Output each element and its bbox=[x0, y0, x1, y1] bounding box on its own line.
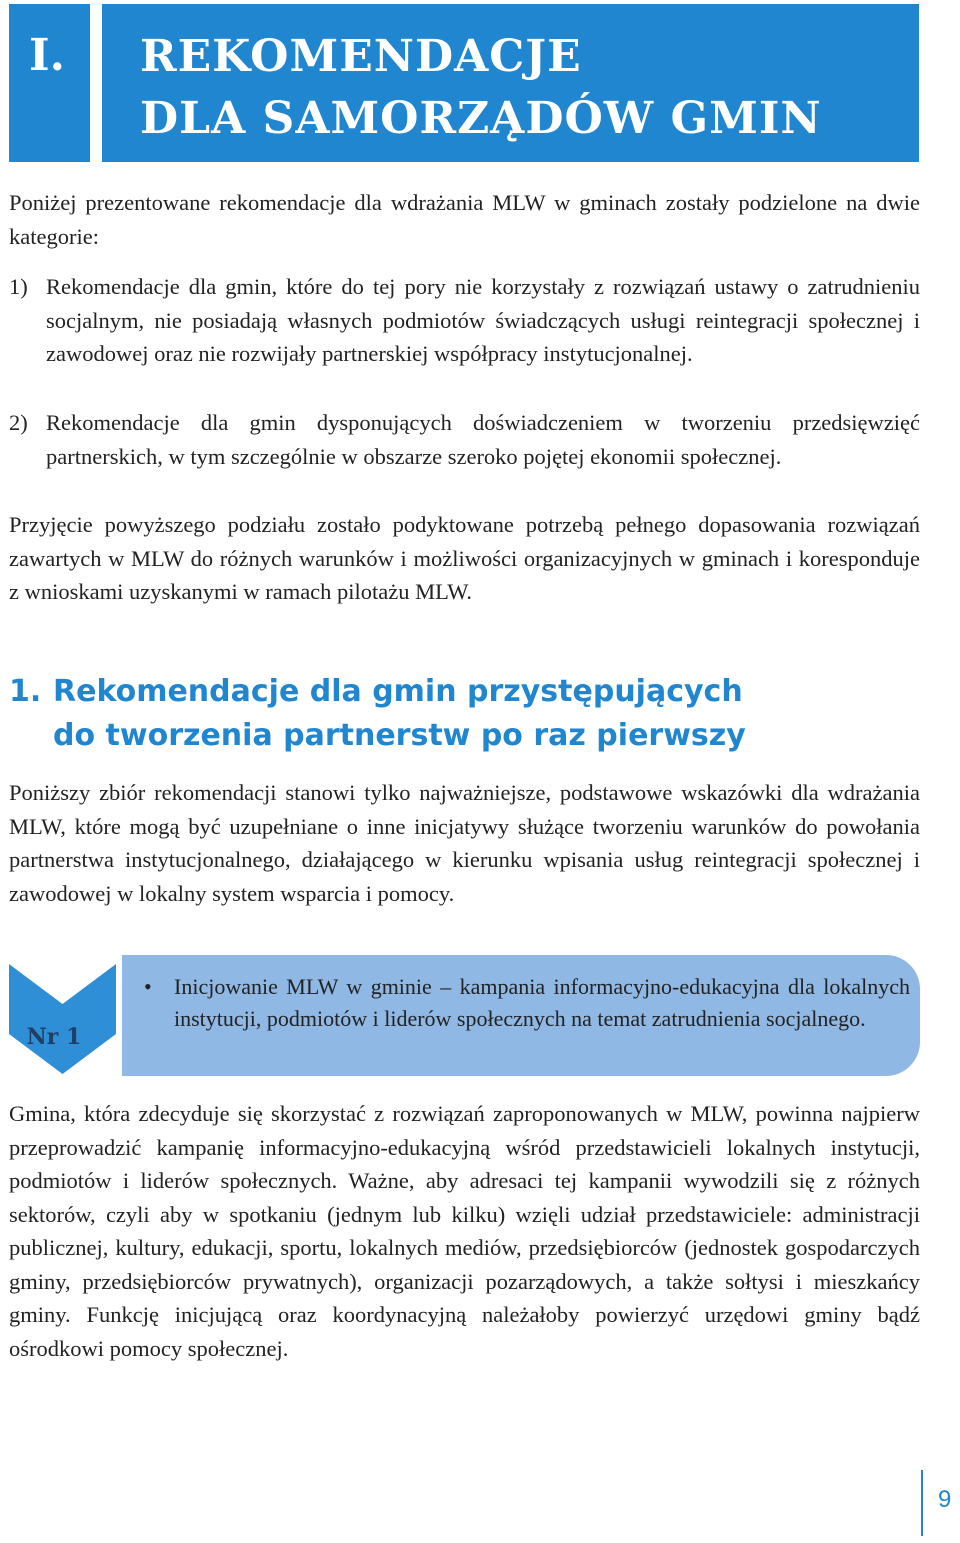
category-item bbox=[9, 270, 920, 371]
bullet-icon: • bbox=[144, 974, 152, 999]
category-item bbox=[9, 406, 920, 473]
chapter-title-line-1: REKOMENDACJE bbox=[140, 31, 582, 82]
recommendation-text: Inicjowanie MLW w gminie – kampania informacyjno-edukacyjna dla lokalnych instytucji, podmiotów i liderów społecznych na temat zatrudnienia socjalnego. bbox=[174, 974, 910, 1031]
recommendation-badge-label: Nr 1 bbox=[26, 1024, 82, 1050]
page-number-rule bbox=[921, 1470, 923, 1536]
section-number: 1. bbox=[9, 674, 42, 709]
section-title-line-1: Rekomendacje dla gmin przystępujących bbox=[53, 674, 743, 709]
chapter-number: I. bbox=[29, 30, 65, 81]
division-paragraph: Przyjęcie powyższego podziału zostało podyktowane potrzebą pełnego dopasowania rozwiązań zawartych w MLW do różnych warunków i możliwości organizacyjnych w gminach i koresponduje z wnioskami uzyskanymi w ramach pilotażu MLW. bbox=[9, 512, 920, 604]
chapter-title-block bbox=[102, 4, 919, 162]
page-number: 9 bbox=[938, 1486, 952, 1513]
category-text: Rekomendacje dla gmin dysponujących doświadczeniem w tworzeniu przedsięwzięć partnerskich, w tym szczególnie w obszarze szeroko pojętej ekonomii społecznej. bbox=[46, 410, 920, 469]
category-number: 1) bbox=[9, 274, 28, 299]
category-number: 2) bbox=[9, 410, 28, 435]
section-title-line-2: do tworzenia partnerstw po raz pierwszy bbox=[53, 718, 746, 753]
section-title bbox=[53, 670, 746, 758]
campaign-paragraph: Gmina, która zdecyduje się skorzystać z rozwiązań zaproponowanych w MLW, powinna najpierw przeprowadzić kampanię informacyjno-edukacyjną wśród przedstawicieli lokalnych instytucji, podmiotów i liderów społecznych. Ważne, aby adresaci tej kampanii wywodzili się z różnych sektorów, czyli aby w spotkaniu (jednym lub kilku) wzięli udział przedstawiciele: administracji publicznej, kultury, edukacji, sportu, lokalnych mediów, przedsiębiorców (jednostek gospodarczych gminy, przedsiębiorców prywatnych), organizacji pozarządowych, a także sołtysi i mieszkańcy gminy. Funkcję inicjującą oraz koordynacyjną należałoby powierzyć urzędowi gminy bądź ośrodkowi pomocy społecznej. bbox=[9, 1101, 920, 1361]
intro-paragraph: Poniżej prezentowane rekomendacje dla wdrażania MLW w gminach zostały podzielone na dwie kategorie: bbox=[9, 190, 920, 249]
category-text: Rekomendacje dla gmin, które do tej pory nie korzystały z rozwiązań ustawy o zatrudnieniu socjalnym, nie posiadają własnych podmiotów świadczących usługi reintegracji społecznej i zawodowej oraz nie rozwijały partnerskiej współpracy instytucjonalnej. bbox=[46, 274, 920, 366]
recommendation-box bbox=[122, 955, 920, 1076]
recommendations-intro-paragraph: Poniższy zbiór rekomendacji stanowi tylko najważniejsze, podstawowe wskazówki dla wdrażania MLW, które mogą być uzupełniane o inne inicjatywy służące tworzeniu warunków do powołania partnerstwa instytucjonalnego, działającego w kierunku wpisania usług reintegracji społecznej i zawodowej w lokalny system wsparcia i pomocy. bbox=[9, 780, 920, 906]
chapter-number-block bbox=[9, 4, 90, 162]
chapter-title-line-2: DLA SAMORZĄDÓW GMIN bbox=[140, 93, 822, 144]
recommendation-badge-chevron bbox=[9, 964, 116, 1074]
